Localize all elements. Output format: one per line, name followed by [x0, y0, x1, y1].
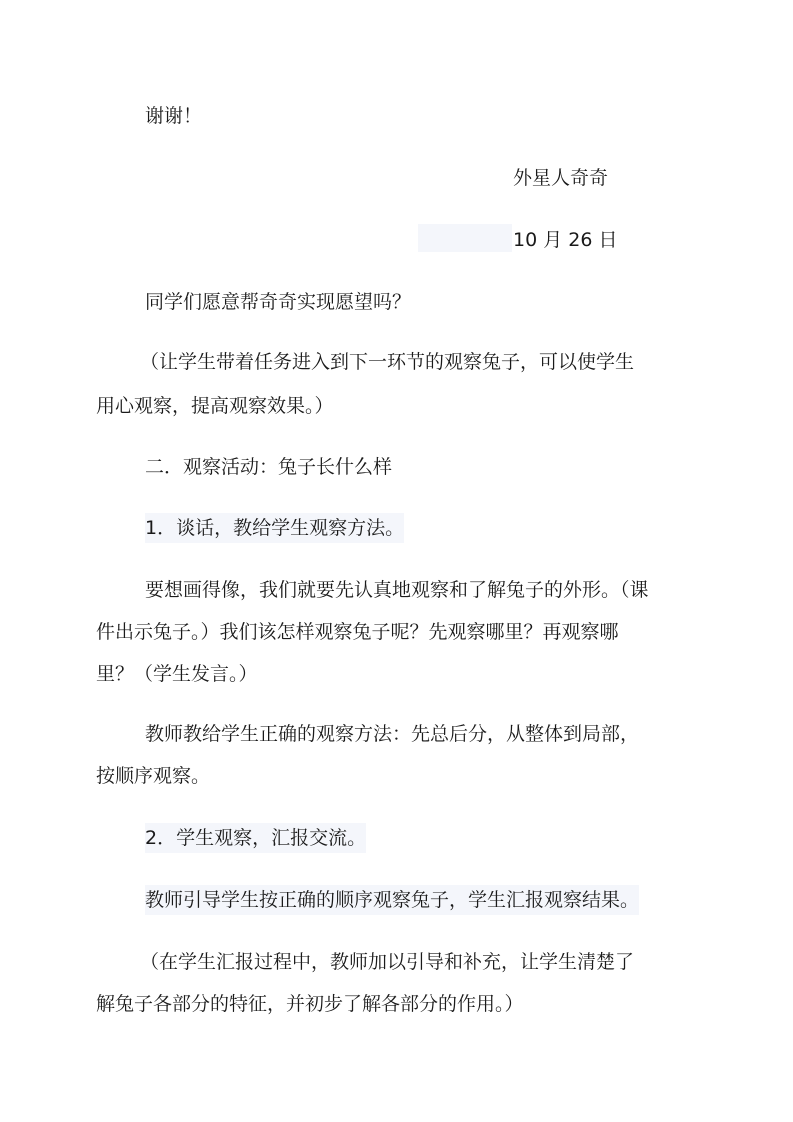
body-paragraph-line: 按顺序观察。 — [96, 765, 211, 787]
question-paragraph: 同学们愿意帮奇奇实现愿望吗？ — [145, 291, 412, 313]
note-paragraph-line: （在学生汇报过程中，教师加以引导和补充，让学生清楚了 — [140, 951, 635, 973]
body-paragraph-line: 教师引导学生按正确的顺序观察兔子，学生汇报观察结果。 — [145, 885, 639, 915]
note-paragraph-line: 解兔子各部分的特征，并初步了解各部分的作用。） — [96, 993, 524, 1015]
signature-text: 外星人奇奇 — [513, 167, 609, 189]
step-heading: 1．谈话，教给学生观察方法。 — [145, 513, 404, 543]
body-paragraph-line: 里？（学生发言。） — [96, 663, 258, 685]
closing-text: 谢谢！ — [145, 105, 203, 127]
date-text: 10 月 26 日 — [513, 229, 618, 251]
body-paragraph-line: 件出示兔子。）我们该怎样观察兔子呢？先观察哪里？再观察哪 — [96, 621, 619, 643]
note-paragraph-line: （让学生带着任务进入到下一环节的观察兔子，可以使学生 — [140, 351, 635, 373]
body-paragraph-line: 教师教给学生正确的观察方法：先总后分，从整体到局部， — [145, 723, 640, 745]
note-paragraph-line: 用心观察，提高观察效果。） — [96, 395, 334, 417]
section-heading: 二．观察活动：兔子长什么样 — [145, 456, 393, 478]
highlight-band — [418, 224, 512, 252]
body-paragraph-line: 要想画得像，我们就要先认真地观察和了解兔子的外形。（课 — [145, 579, 649, 601]
step-heading: 2．学生观察，汇报交流。 — [145, 823, 366, 853]
